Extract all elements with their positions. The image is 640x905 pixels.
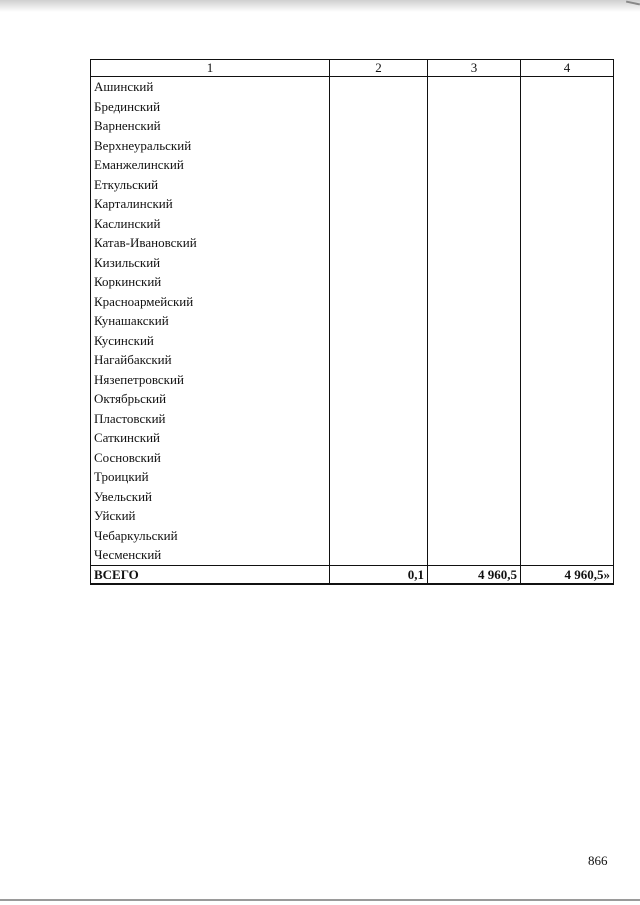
empty-cell-col4 xyxy=(521,97,614,117)
empty-cell-col4 xyxy=(521,155,614,175)
empty-cell-col4 xyxy=(521,233,614,253)
empty-cell-col3 xyxy=(428,526,521,546)
district-name: Красноармейский xyxy=(91,292,330,312)
district-name: Троицкий xyxy=(91,467,330,487)
empty-cell-col3 xyxy=(428,370,521,390)
district-name: Верхнеуральский xyxy=(91,136,330,156)
page-number: 866 xyxy=(588,853,608,868)
table-row xyxy=(91,448,614,468)
empty-cell-col2 xyxy=(330,175,428,195)
district-name: Еткульский xyxy=(91,175,330,195)
district-name: Катав-Ивановский xyxy=(91,233,330,253)
district-name: Сосновский xyxy=(91,448,330,468)
empty-cell-col4 xyxy=(521,272,614,292)
empty-cell-col2 xyxy=(330,487,428,507)
district-name: Варненский xyxy=(91,116,330,136)
empty-cell-col2 xyxy=(330,77,428,97)
district-name: Карталинский xyxy=(91,194,330,214)
empty-cell-col3 xyxy=(428,97,521,117)
district-name: Пластовский xyxy=(91,409,330,429)
empty-cell-col2 xyxy=(330,194,428,214)
empty-cell-col4 xyxy=(521,311,614,331)
table-row xyxy=(91,214,614,234)
empty-cell-col3 xyxy=(428,331,521,351)
table-row xyxy=(91,272,614,292)
table-row xyxy=(91,467,614,487)
table-row xyxy=(91,389,614,409)
empty-cell-col3 xyxy=(428,467,521,487)
table-row xyxy=(91,175,614,195)
district-name: Каслинский xyxy=(91,214,330,234)
empty-cell-col3 xyxy=(428,311,521,331)
empty-cell-col2 xyxy=(330,409,428,429)
empty-cell-col3 xyxy=(428,272,521,292)
empty-cell-col2 xyxy=(330,214,428,234)
empty-cell-col3 xyxy=(428,487,521,507)
column-header-3: 3 xyxy=(428,60,521,77)
data-table xyxy=(90,59,614,585)
empty-cell-col3 xyxy=(428,292,521,312)
empty-cell-col3 xyxy=(428,175,521,195)
column-header-4: 4 xyxy=(521,60,614,77)
empty-cell-col2 xyxy=(330,116,428,136)
empty-cell-col4 xyxy=(521,331,614,351)
table-row xyxy=(91,116,614,136)
total-label: ВСЕГО xyxy=(91,565,330,584)
table-row xyxy=(91,331,614,351)
empty-cell-col2 xyxy=(330,233,428,253)
empty-cell-col3 xyxy=(428,389,521,409)
empty-cell-col2 xyxy=(330,311,428,331)
district-name: Еманжелинский xyxy=(91,155,330,175)
table-row xyxy=(91,428,614,448)
empty-cell-col4 xyxy=(521,409,614,429)
empty-cell-col2 xyxy=(330,506,428,526)
table-row xyxy=(91,292,614,312)
district-name: Кизильский xyxy=(91,253,330,273)
empty-cell-col2 xyxy=(330,331,428,351)
empty-cell-col3 xyxy=(428,428,521,448)
table-row xyxy=(91,97,614,117)
empty-cell-col3 xyxy=(428,194,521,214)
total-col4: 4 960,5» xyxy=(521,565,614,584)
empty-cell-col2 xyxy=(330,389,428,409)
empty-cell-col3 xyxy=(428,77,521,97)
empty-cell-col4 xyxy=(521,370,614,390)
empty-cell-col2 xyxy=(330,370,428,390)
empty-cell-col4 xyxy=(521,253,614,273)
table-row xyxy=(91,487,614,507)
empty-cell-col3 xyxy=(428,253,521,273)
empty-cell-col3 xyxy=(428,506,521,526)
empty-cell-col4 xyxy=(521,194,614,214)
table-row xyxy=(91,194,614,214)
empty-cell-col4 xyxy=(521,136,614,156)
district-name: Брединский xyxy=(91,97,330,117)
empty-cell-col4 xyxy=(521,448,614,468)
empty-cell-col4 xyxy=(521,350,614,370)
empty-cell-col2 xyxy=(330,467,428,487)
table-row xyxy=(91,370,614,390)
table-row xyxy=(91,253,614,273)
total-col2: 0,1 xyxy=(330,565,428,584)
table-row xyxy=(91,136,614,156)
empty-cell-col4 xyxy=(521,428,614,448)
table-row xyxy=(91,77,614,97)
district-name: Увельский xyxy=(91,487,330,507)
table-row xyxy=(91,311,614,331)
empty-cell-col2 xyxy=(330,350,428,370)
empty-cell-col3 xyxy=(428,214,521,234)
total-col3: 4 960,5 xyxy=(428,565,521,584)
empty-cell-col4 xyxy=(521,175,614,195)
total-row xyxy=(91,565,614,584)
empty-cell-col3 xyxy=(428,409,521,429)
empty-cell-col4 xyxy=(521,116,614,136)
table-body xyxy=(91,77,614,566)
table-row xyxy=(91,155,614,175)
empty-cell-col2 xyxy=(330,545,428,565)
empty-cell-col4 xyxy=(521,389,614,409)
empty-cell-col4 xyxy=(521,487,614,507)
table-row xyxy=(91,409,614,429)
district-name: Чебаркульский xyxy=(91,526,330,546)
table-row xyxy=(91,506,614,526)
empty-cell-col2 xyxy=(330,155,428,175)
column-header-1: 1 xyxy=(91,60,330,77)
district-name: Коркинский xyxy=(91,272,330,292)
empty-cell-col4 xyxy=(521,526,614,546)
scan-edge-shadow xyxy=(0,0,640,12)
empty-cell-col3 xyxy=(428,350,521,370)
empty-cell-col4 xyxy=(521,292,614,312)
district-name: Саткинский xyxy=(91,428,330,448)
empty-cell-col4 xyxy=(521,77,614,97)
empty-cell-col2 xyxy=(330,136,428,156)
table-row xyxy=(91,545,614,565)
empty-cell-col3 xyxy=(428,233,521,253)
empty-cell-col2 xyxy=(330,97,428,117)
empty-cell-col2 xyxy=(330,526,428,546)
scan-bottom-edge xyxy=(0,899,640,901)
empty-cell-col2 xyxy=(330,253,428,273)
district-name: Кусинский xyxy=(91,331,330,351)
empty-cell-col3 xyxy=(428,545,521,565)
column-header-2: 2 xyxy=(330,60,428,77)
empty-cell-col3 xyxy=(428,155,521,175)
district-name: Ашинский xyxy=(91,77,330,97)
empty-cell-col4 xyxy=(521,214,614,234)
table-row xyxy=(91,233,614,253)
empty-cell-col3 xyxy=(428,116,521,136)
empty-cell-col2 xyxy=(330,292,428,312)
district-name: Чесменский xyxy=(91,545,330,565)
district-name: Нагайбакский xyxy=(91,350,330,370)
empty-cell-col4 xyxy=(521,467,614,487)
table-row xyxy=(91,350,614,370)
empty-cell-col3 xyxy=(428,136,521,156)
table-row xyxy=(91,526,614,546)
empty-cell-col2 xyxy=(330,428,428,448)
district-name: Октябрьский xyxy=(91,389,330,409)
district-name: Нязепетровский xyxy=(91,370,330,390)
district-name: Кунашакский xyxy=(91,311,330,331)
header-row xyxy=(91,60,614,77)
empty-cell-col3 xyxy=(428,448,521,468)
empty-cell-col2 xyxy=(330,448,428,468)
district-name: Уйский xyxy=(91,506,330,526)
empty-cell-col2 xyxy=(330,272,428,292)
empty-cell-col4 xyxy=(521,545,614,565)
empty-cell-col4 xyxy=(521,506,614,526)
